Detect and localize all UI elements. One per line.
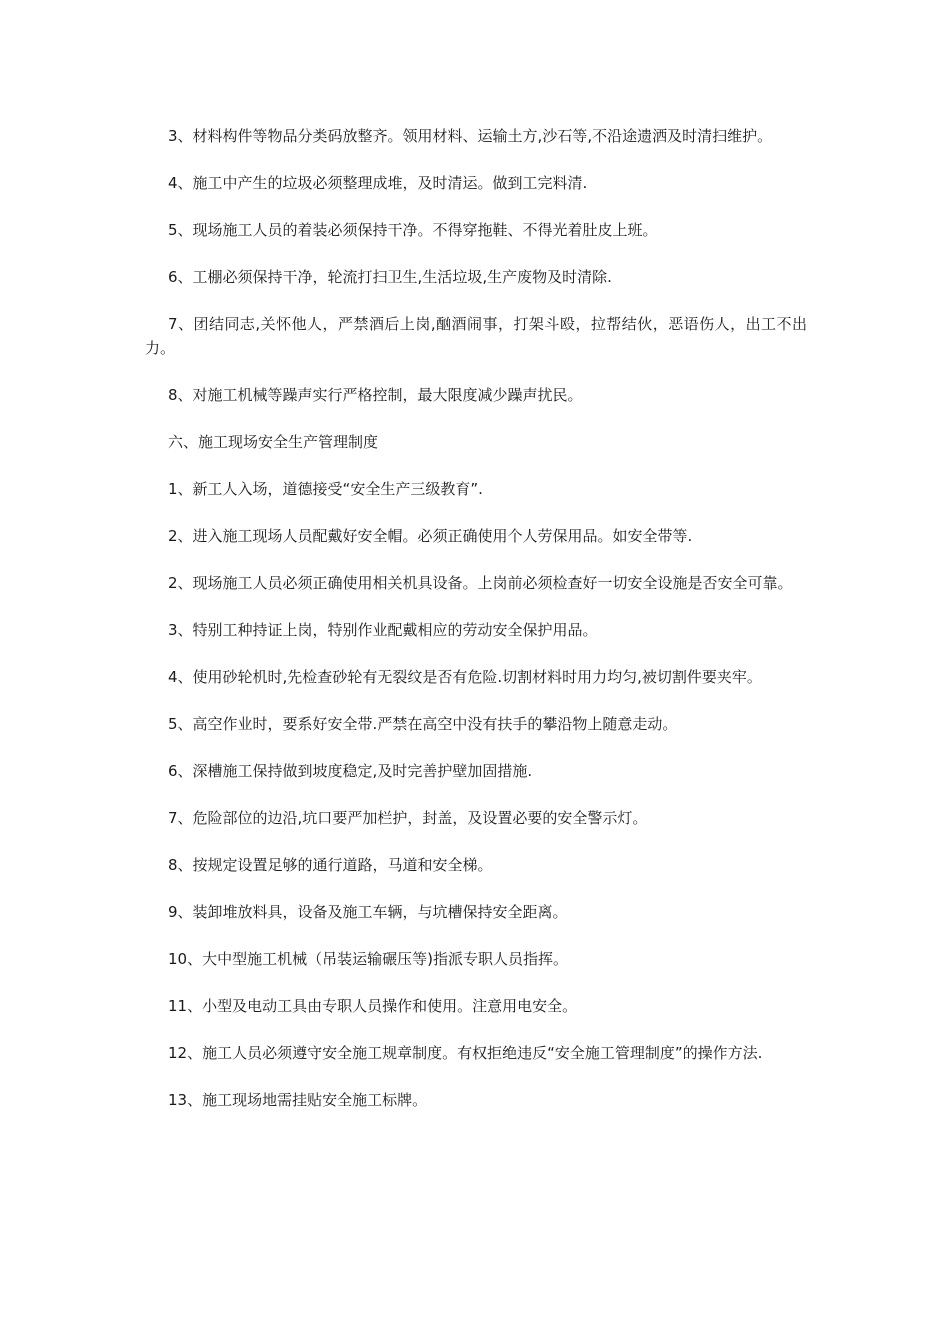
paragraph-safety-13-signs: 13、施工现场地需挂贴安全施工标牌。: [168, 1091, 428, 1109]
paragraph-safety-7-edges: 7、危险部位的边沿,坑口要严加栏护，封盖，及设置必要的安全警示灯。: [168, 809, 648, 827]
paragraph-item-4-garbage: 4、施工中产生的垃圾必须整理成堆，及时清运。做到工完料清.: [168, 174, 588, 192]
paragraph-safety-11-tools: 11、小型及电动工具由专职人员操作和使用。注意用电安全。: [168, 997, 578, 1015]
paragraph-safety-8-roads: 8、按规定设置足够的通行道路，马道和安全梯。: [168, 856, 493, 874]
paragraph-item-6-sheds: 6、工棚必须保持干净，轮流打扫卫生,生活垃圾,生产废物及时清除.: [168, 268, 612, 286]
paragraph-item-5-attire: 5、现场施工人员的着装必须保持干净。不得穿拖鞋、不得光着肚皮上班。: [168, 221, 658, 239]
paragraph-item-7-conduct: 7、团结同志,关怀他人，严禁酒后上岗,酗酒闹事，打架斗殴，拉帮结伙，恶语伤人，出工不出力。: [145, 315, 807, 357]
paragraph-safety-10-machinery: 10、大中型施工机械（吊装运输碾压等)指派专职人员指挥。: [168, 950, 568, 968]
section-heading-safety: 六、施工现场安全生产管理制度: [168, 433, 379, 451]
paragraph-safety-4-grinder: 4、使用砂轮机时,先检查砂轮有无裂纹是否有危险.切割材料时用力均匀,被切割件要夹牢。: [168, 668, 762, 686]
paragraph-safety-9-distance: 9、装卸堆放料具，设备及施工车辆，与坑槽保持安全距离。: [168, 903, 568, 921]
paragraph-safety-2-equipment: 2、现场施工人员必须正确使用相关机具设备。上岗前必须检查好一切安全设施是否安全可靠。: [168, 574, 793, 592]
paragraph-safety-2-helmet: 2、进入施工现场人员配戴好安全帽。必须正确使用个人劳保用品。如安全带等.: [168, 527, 693, 545]
paragraph-safety-3-certified: 3、特别工种持证上岗，特别作业配戴相应的劳动安全保护用品。: [168, 621, 598, 639]
paragraph-safety-12-rules: 12、施工人员必须遵守安全施工规章制度。有权拒绝违反“安全施工管理制度”的操作方法.: [168, 1044, 763, 1062]
paragraph-safety-1-education: 1、新工人入场，道德接受“安全生产三级教育”.: [168, 480, 483, 498]
paragraph-safety-5-height: 5、高空作业时，要系好安全带.严禁在高空中没有扶手的攀沿物上随意走动。: [168, 715, 678, 733]
paragraph-item-8-noise: 8、对施工机械等躁声实行严格控制，最大限度减少躁声扰民。: [168, 386, 583, 404]
document-body: [145, 124, 807, 1135]
paragraph-item-3-materials: 3、材料构件等物品分类码放整齐。领用材料、运输土方,沙石等,不沿途遗洒及时清扫维护。: [168, 127, 773, 145]
paragraph-safety-6-trench: 6、深槽施工保持做到坡度稳定,及时完善护壁加固措施.: [168, 762, 533, 780]
